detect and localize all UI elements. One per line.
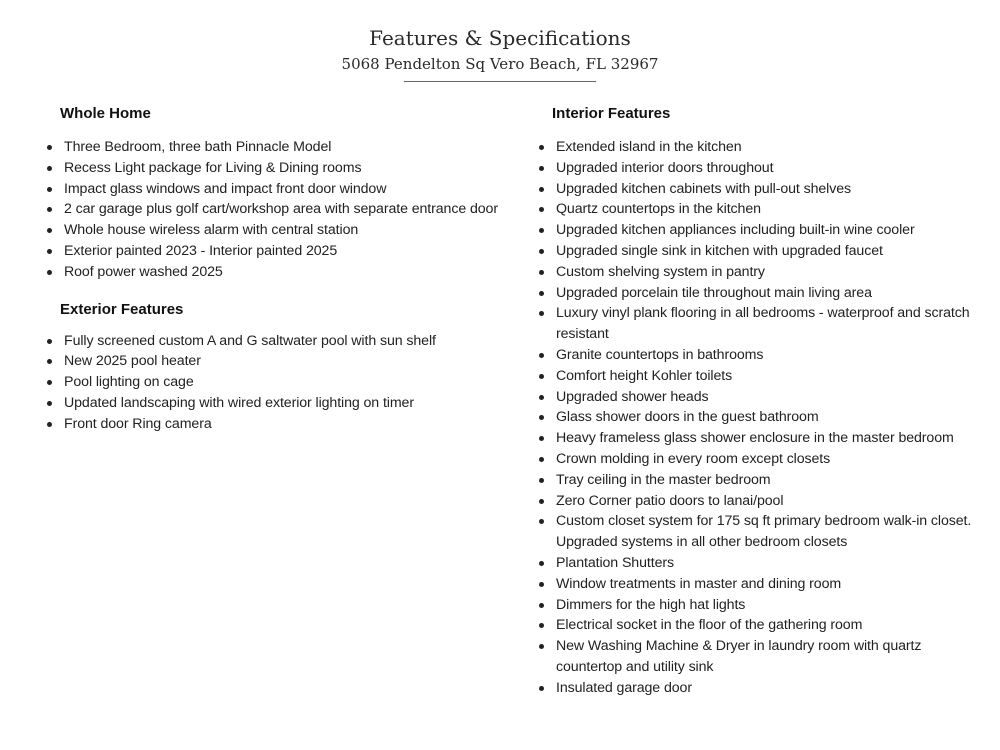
list-item xyxy=(538,303,983,345)
list-item xyxy=(538,574,983,595)
list-item xyxy=(538,241,983,262)
bullet-icon xyxy=(539,228,544,233)
list-item-text: Crown molding in every room except closets xyxy=(556,450,831,467)
bullet-icon xyxy=(47,401,52,406)
list-item xyxy=(538,428,983,449)
bullet-icon xyxy=(539,644,544,649)
list-item xyxy=(46,262,526,283)
list-item-text: Updated landscaping with wired exterior lighting on timer xyxy=(64,394,414,411)
list-item xyxy=(538,220,983,241)
list-item-text: 2 car garage plus golf cart/workshop area with separate entrance door xyxy=(64,201,498,218)
bullet-icon xyxy=(47,166,52,171)
list-item xyxy=(538,366,983,387)
list-item xyxy=(538,678,983,699)
bullet-icon xyxy=(539,561,544,566)
list-item xyxy=(538,179,983,200)
bullet-icon xyxy=(539,166,544,171)
list-item-text: Upgraded single sink in kitchen with upgraded faucet xyxy=(556,242,883,259)
exterior-features-list xyxy=(46,331,526,435)
bullet-icon xyxy=(47,207,52,212)
title-underline xyxy=(404,81,596,82)
list-item xyxy=(46,179,526,200)
bullet-icon xyxy=(539,603,544,608)
list-item-text: Comfort height Kohler toilets xyxy=(556,367,733,384)
bullet-icon xyxy=(47,270,52,275)
list-item xyxy=(46,199,526,220)
list-item-text: Impact glass windows and impact front door window xyxy=(64,180,387,197)
list-item-text: Upgraded kitchen appliances including built-in wine cooler xyxy=(556,222,915,239)
list-item xyxy=(46,220,526,241)
list-item-text: Dimmers for the high hat lights xyxy=(556,596,746,613)
list-item xyxy=(46,241,526,262)
list-item-text: Fully screened custom A and G saltwater pool with sun shelf xyxy=(64,332,436,349)
bullet-icon xyxy=(539,519,544,524)
section-heading-interior: Interior Features xyxy=(552,105,671,122)
list-item-text: Pool lighting on cage xyxy=(64,374,194,391)
list-item-text: Luxury vinyl plank flooring in all bedrooms - waterproof and scratch resistant xyxy=(556,305,970,343)
section-heading-whole-home: Whole Home xyxy=(60,105,151,122)
property-address: 5068 Pendelton Sq Vero Beach, FL 32967 xyxy=(341,55,659,73)
bullet-icon xyxy=(539,395,544,400)
list-item-text: Zero Corner patio doors to lanai/pool xyxy=(556,492,784,509)
list-item-text: Front door Ring camera xyxy=(64,415,212,432)
list-item xyxy=(538,553,983,574)
right-column xyxy=(538,104,983,699)
bullet-icon xyxy=(47,249,52,254)
list-item xyxy=(538,199,983,220)
bullet-icon xyxy=(539,686,544,691)
bullet-icon xyxy=(47,339,52,344)
list-item-text: Upgraded kitchen cabinets with pull-out shelves xyxy=(556,180,851,197)
bullet-icon xyxy=(539,291,544,296)
list-item xyxy=(538,636,983,678)
bullet-icon xyxy=(539,145,544,150)
list-item xyxy=(46,393,526,414)
list-item-text: Roof power washed 2025 xyxy=(64,263,223,280)
list-item-text: Upgraded shower heads xyxy=(556,388,709,405)
bullet-icon xyxy=(539,270,544,275)
interior-features-list xyxy=(538,137,983,699)
list-item xyxy=(538,407,983,428)
list-item-text: Tray ceiling in the master bedroom xyxy=(556,471,771,488)
list-item-text: Upgraded porcelain tile throughout main living area xyxy=(556,284,872,301)
bullet-icon xyxy=(539,457,544,462)
list-item xyxy=(538,158,983,179)
bullet-icon xyxy=(47,359,52,364)
list-item-text: Glass shower doors in the guest bathroom xyxy=(556,409,819,426)
bullet-icon xyxy=(539,249,544,254)
list-item xyxy=(46,414,526,435)
list-item xyxy=(538,470,983,491)
list-item-text: New Washing Machine & Dryer in laundry room with quartz countertop and utility sink xyxy=(556,638,922,675)
bullet-icon xyxy=(539,436,544,441)
bullet-icon xyxy=(47,380,52,385)
list-item-text: Custom closet system for 175 sq ft primary bedroom walk-in closet. Upgraded systems in all other bedroom closets xyxy=(556,513,972,551)
list-item xyxy=(538,491,983,512)
list-item xyxy=(538,511,983,553)
bullet-icon xyxy=(539,374,544,379)
list-item-text: Plantation Shutters xyxy=(556,554,674,571)
list-item-text: Heavy frameless glass shower enclosure in the master bedroom xyxy=(556,430,954,447)
list-item-text: Three Bedroom, three bath Pinnacle Model xyxy=(64,139,332,155)
list-item-text: Window treatments in master and dining room xyxy=(556,575,842,592)
bullet-icon xyxy=(47,228,52,233)
bullet-icon xyxy=(539,582,544,587)
bullet-icon xyxy=(539,353,544,358)
list-item xyxy=(538,283,983,304)
list-item-text: Insulated garage door xyxy=(556,679,692,696)
list-item-text: Upgraded interior doors throughout xyxy=(556,159,774,176)
list-item-text: New 2025 pool heater xyxy=(64,353,201,370)
list-item-text: Recess Light package for Living & Dining rooms xyxy=(64,159,362,176)
list-item xyxy=(538,387,983,408)
list-item xyxy=(538,449,983,470)
document-header xyxy=(0,24,1000,82)
bullet-icon xyxy=(539,415,544,420)
bullet-icon xyxy=(47,187,52,192)
list-item-text: Quartz countertops in the kitchen xyxy=(556,201,761,218)
bullet-icon xyxy=(539,478,544,483)
list-item xyxy=(538,615,983,636)
list-item xyxy=(538,345,983,366)
list-item xyxy=(46,351,526,372)
list-item xyxy=(538,595,983,616)
list-item-text: Extended island in the kitchen xyxy=(556,139,742,155)
bullet-icon xyxy=(539,623,544,628)
list-item xyxy=(538,262,983,283)
page-title: Features & Specifications xyxy=(369,26,631,50)
list-item xyxy=(46,331,526,352)
list-item xyxy=(46,137,526,158)
section-heading-exterior: Exterior Features xyxy=(60,300,184,318)
bullet-icon xyxy=(47,422,52,427)
list-item-text: Electrical socket in the floor of the gathering room xyxy=(556,617,863,634)
list-item-text: Exterior painted 2023 - Interior painted 2025 xyxy=(64,242,338,259)
whole-home-list xyxy=(46,137,526,283)
left-column xyxy=(46,104,526,435)
list-item-text: Whole house wireless alarm with central station xyxy=(64,222,359,239)
bullet-icon xyxy=(539,207,544,212)
list-item-text: Custom shelving system in pantry xyxy=(556,263,765,280)
bullet-icon xyxy=(47,145,52,150)
list-item xyxy=(46,158,526,179)
list-item xyxy=(538,137,983,158)
list-item-text: Granite countertops in bathrooms xyxy=(556,346,764,363)
bullet-icon xyxy=(539,499,544,504)
bullet-icon xyxy=(539,187,544,192)
list-item xyxy=(46,372,526,393)
bullet-icon xyxy=(539,311,544,316)
